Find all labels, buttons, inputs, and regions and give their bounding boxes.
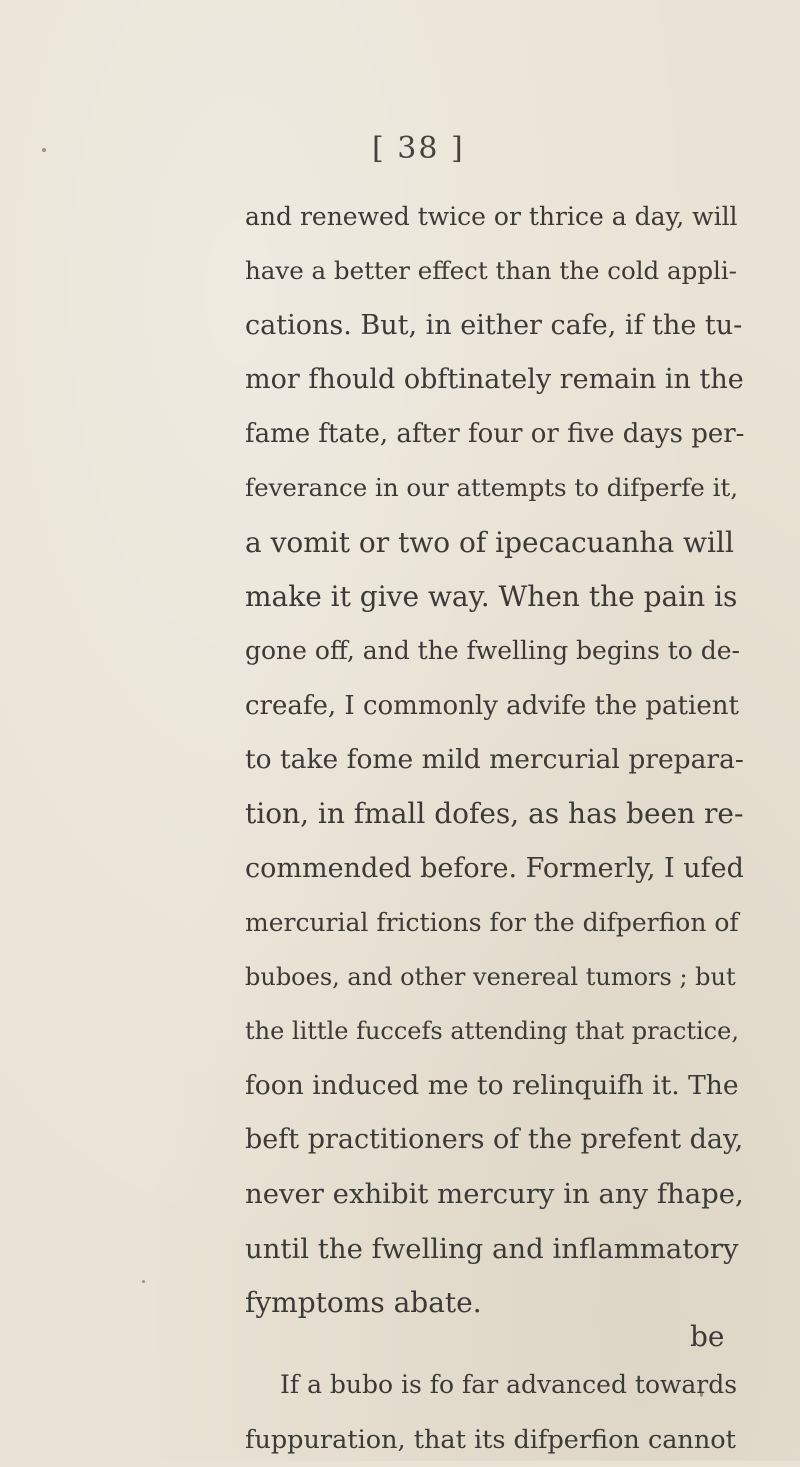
text-line: fymptoms abate.	[245, 1285, 482, 1319]
text-line: creafe, I commonly advife the patient	[245, 690, 739, 721]
text-line: feverance in our attempts to difperfe it,	[245, 473, 739, 503]
text-line: commended before. Formerly, I ufed	[245, 852, 744, 884]
text-line: beft practitioners of the prefent day,	[245, 1124, 744, 1156]
text-line: buboes, and other venereal tumors ; but	[245, 963, 736, 992]
text-line: tion, in fmall dofes, as has been re-	[245, 797, 744, 831]
text-line: never exhibit mercury in any fhape,	[245, 1178, 744, 1211]
text-line: mor fhould obftinately remain in the	[245, 363, 744, 395]
paper-speck	[42, 148, 46, 152]
text-line: have a better effect than the cold appli-	[245, 256, 737, 286]
text-line: and renewed twice or thrice a day, will	[245, 202, 738, 231]
text-line: mercurial frictions for the difperfion of	[245, 907, 739, 937]
text-line: until the fwelling and inflammatory	[245, 1232, 739, 1265]
text-line: cations. But, in either cafe, if the tu-	[245, 309, 743, 341]
catchword: be	[690, 1320, 725, 1353]
text-line: fame ftate, after four or five days per-	[245, 419, 745, 450]
paper-speck	[142, 1280, 145, 1283]
text-line: foon induced me to relinquifh it. The	[245, 1069, 739, 1101]
text-line: to take fome mild mercurial prepara-	[245, 743, 744, 775]
text-line: make it give way. When the pain is	[245, 580, 738, 614]
text-line: gone off, and the fwelling begins to de-	[245, 636, 741, 666]
text-line: fuppuration, that its difperfion cannot	[245, 1424, 736, 1455]
body-text	[245, 190, 745, 1467]
page-number: [ 38 ]	[372, 131, 465, 166]
text-line: the little fuccefs attending that practice,	[245, 1017, 739, 1046]
text-line: a vomit or two of ipecacuanha will	[245, 525, 734, 559]
text-line: If a bubo is fo far advanced towards	[280, 1370, 738, 1400]
